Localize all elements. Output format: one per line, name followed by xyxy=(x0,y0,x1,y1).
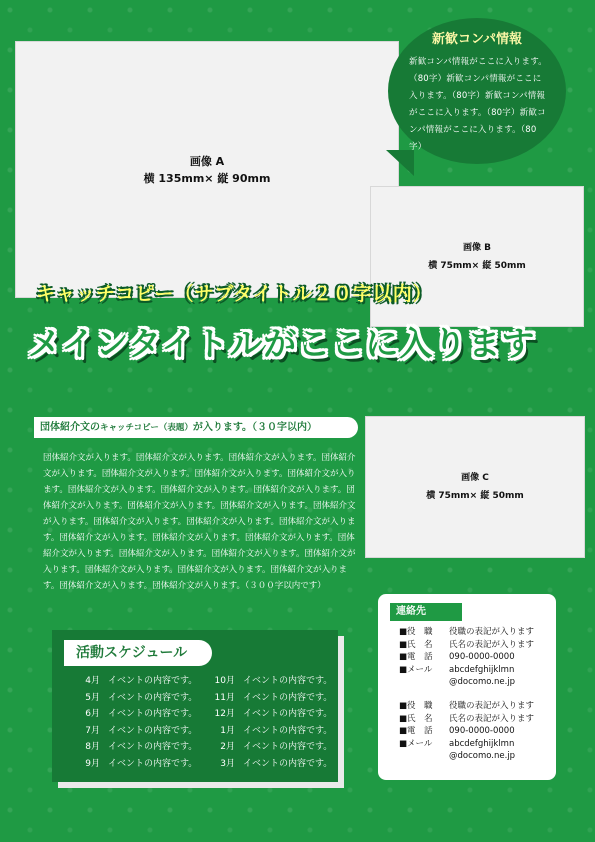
image-c-size: 横 75mm× 縦 50mm xyxy=(426,491,524,501)
schedule-month: 1月 xyxy=(220,725,235,736)
contact-title: 連絡先 xyxy=(390,603,462,621)
image-a-label: 画像 A xyxy=(189,154,225,168)
contact-role: 役職の表記が入ります xyxy=(449,701,535,711)
schedule-row xyxy=(70,706,340,723)
contact-name-label: ■氏 名 xyxy=(399,639,433,650)
schedule-row xyxy=(70,739,340,756)
schedule-event: イベントの内容です。 xyxy=(108,676,198,686)
schedule-month: 5月 xyxy=(85,692,100,703)
contact-role-label: ■役 職 xyxy=(399,627,433,637)
schedule-title: 活動スケジュール xyxy=(64,640,212,666)
schedule-event: イベントの内容です。 xyxy=(243,676,333,686)
schedule-list xyxy=(70,673,340,772)
contact-mail-domain: @docomo.ne.jp xyxy=(449,751,516,762)
contact-phone-label: ■電 話 xyxy=(399,652,433,663)
schedule-month: 3月 xyxy=(220,758,235,769)
contact-mail: abcdefghijklmn xyxy=(449,738,515,749)
schedule-month: 8月 xyxy=(85,742,100,752)
contact-name: 氏名の表記が入ります xyxy=(449,639,535,650)
schedule-row xyxy=(70,723,340,740)
callout-text: 新歓コンパ情報がここに入ります。（80字）新歓コンパ情報がここに入ります。（80字）新歓コンパ情報がここに入ります。（80字）新歓コンパ情報がここに入ります。（80字） xyxy=(409,57,547,152)
schedule-event: イベントの内容です。 xyxy=(108,742,198,752)
schedule-month: 12月 xyxy=(214,709,235,719)
contact-phone: 090-0000-0000 xyxy=(449,652,515,663)
schedule-event: イベントの内容です。 xyxy=(243,742,333,752)
contact-phone-label: ■電 話 xyxy=(399,726,433,737)
schedule-event: イベントの内容です。 xyxy=(108,725,198,736)
schedule-month: 9月 xyxy=(85,758,100,769)
contact-name: 氏名の表記が入ります xyxy=(449,713,535,724)
schedule-month: 2月 xyxy=(220,742,235,752)
contact-role-label: ■役 職 xyxy=(399,701,433,711)
schedule-event: イベントの内容です。 xyxy=(243,725,333,736)
schedule-event: イベントの内容です。 xyxy=(108,692,198,703)
schedule-month: 4月 xyxy=(85,676,100,686)
contact-mail-label: ■メール xyxy=(399,738,433,749)
schedule-event: イベントの内容です。 xyxy=(243,758,333,769)
schedule-event: イベントの内容です。 xyxy=(108,709,198,719)
intro-heading xyxy=(34,417,358,438)
intro-heading-suffix: が入ります。（３０字以内） xyxy=(192,422,318,433)
schedule-event: イベントの内容です。 xyxy=(108,758,198,769)
schedule-month: 6月 xyxy=(85,709,100,719)
schedule-month: 11月 xyxy=(214,692,235,703)
intro-heading-catch: キャッチコピー（表題） xyxy=(100,423,193,433)
schedule-month: 10月 xyxy=(214,676,235,686)
contact-mail: abcdefghijklmn xyxy=(449,664,515,675)
contact-person-2 xyxy=(399,700,534,763)
schedule-row xyxy=(70,756,340,773)
main-title: メインタイトルがここに入ります xyxy=(28,324,536,363)
schedule-row xyxy=(70,673,340,690)
contact-role: 役職の表記が入ります xyxy=(449,627,535,637)
image-placeholder-a xyxy=(15,41,399,298)
image-a-size: 横 135mm× 縦 90mm xyxy=(143,171,271,185)
image-placeholder-c xyxy=(365,416,585,558)
schedule-event: イベントの内容です。 xyxy=(243,692,333,703)
image-c-label: 画像 C xyxy=(461,473,489,483)
contact-name-label: ■氏 名 xyxy=(399,713,433,724)
callout-title: 新歓コンパ情報 xyxy=(431,32,523,47)
catch-copy: キャッチコピー（サブタイトル２０字以内） xyxy=(36,283,433,305)
image-b-size: 横 75mm× 縦 50mm xyxy=(428,260,526,271)
intro-body: 団体紹介文が入ります。団体紹介文が入ります。団体紹介文が入ります。団体紹介文が入ります。団体紹介文が入ります。団体紹介文が入ります。団体紹介文が入ります。団体紹介文が入ります。団体紹介文が入ります。団体紹介文が入ります。団体紹介文が入ります。団体紹介文が入ります。団体紹介文が入ります。団体紹介文が入ります。団体紹介文が入ります。団体紹介文が入ります。団体紹介文が入ります。団体紹介文が入ります。団体紹介文が入ります。団体紹介文が入ります。団体紹介文が入ります。団体紹介文が入ります。団体紹介文が入ります。団体紹介文が入ります。団体紹介文が入ります。団体紹介文が入ります。団体紹介文が入ります。団体紹介文が入ります。団体紹介文が入ります。（３００字以内です） xyxy=(43,453,356,591)
contact-phone: 090-0000-0000 xyxy=(449,726,515,737)
schedule-month: 7月 xyxy=(85,725,100,736)
schedule-row xyxy=(70,690,340,707)
intro-heading-prefix: 団体紹介文の xyxy=(40,422,100,433)
schedule-event: イベントの内容です。 xyxy=(243,709,333,719)
contact-mail-label: ■メール xyxy=(399,664,433,675)
contact-person-1 xyxy=(399,626,534,689)
contact-mail-domain: @docomo.ne.jp xyxy=(449,677,516,688)
image-b-label: 画像 B xyxy=(463,242,491,253)
